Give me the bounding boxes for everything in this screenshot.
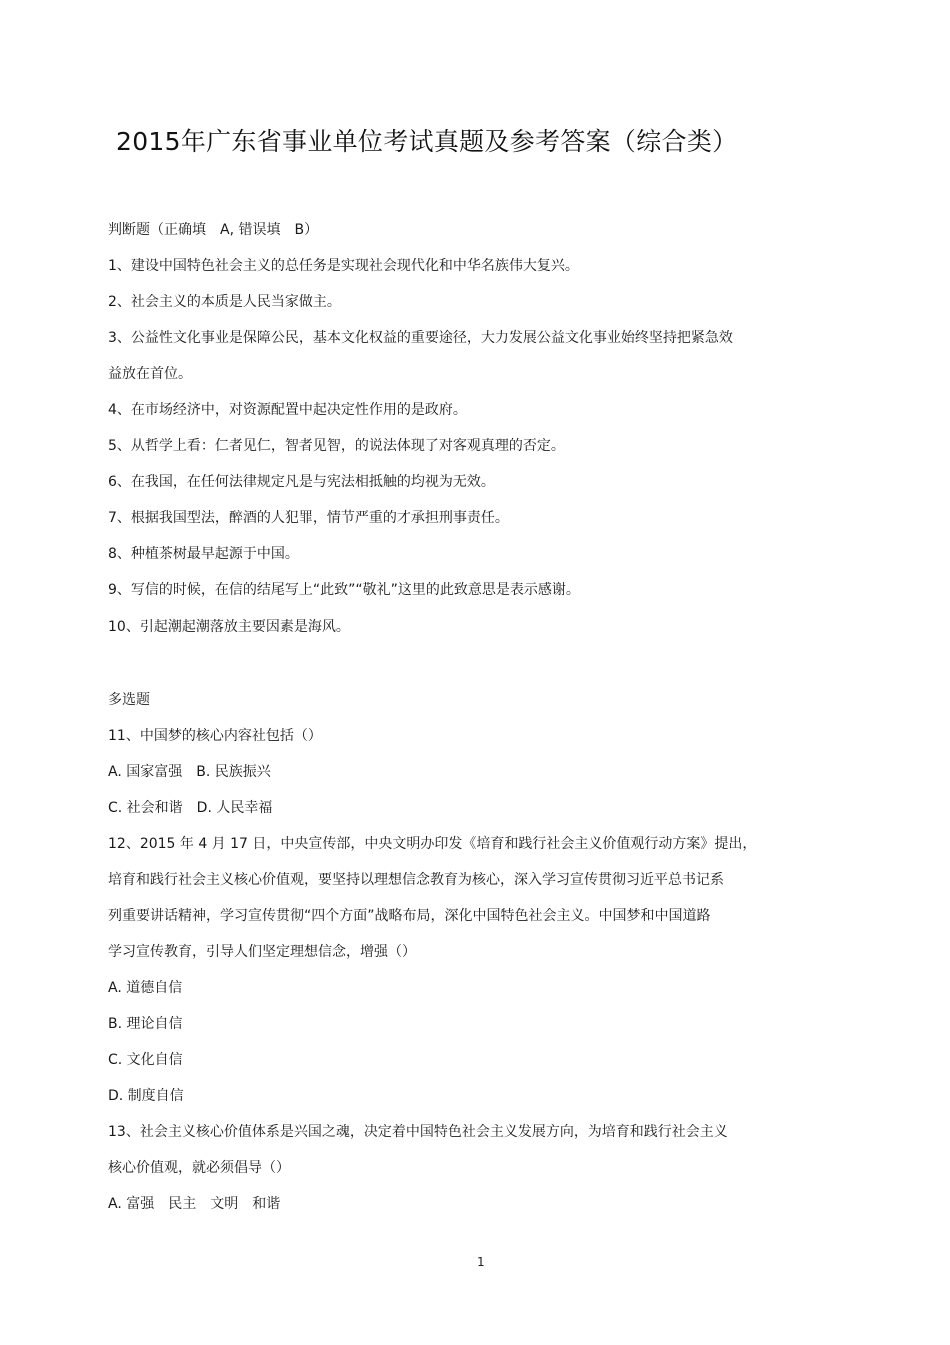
question-5: 5、从哲学上看：仁者见仁，智者见智，的说法体现了对客观真理的否定。 xyxy=(108,438,565,454)
question-8: 8、种植茶树最早起源于中国。 xyxy=(108,546,299,562)
document-title: 2015年广东省事业单位考试真题及参考答案（综合类） xyxy=(116,127,738,156)
question-11-options-cd: C. 社会和谐 D. 人民幸福 xyxy=(108,800,273,816)
question-4: 4、在市场经济中，对资源配置中起决定性作用的是政府。 xyxy=(108,402,467,418)
question-9: 9、写信的时候，在信的结尾写上“此致”“敬礼”这里的此致意思是表示感谢。 xyxy=(108,582,580,598)
question-1: 1、建设中国特色社会主义的总任务是实现社会现代化和中华名族伟大复兴。 xyxy=(108,258,579,274)
question-12-line-4: 学习宣传教育，引导人们坚定理想信念，增强（） xyxy=(108,944,416,960)
question-12-option-c: C. 文化自信 xyxy=(108,1052,183,1068)
question-13-line-2: 核心价值观，就必须倡导（） xyxy=(108,1160,290,1176)
multiple-choice-heading: 多选题 xyxy=(108,692,150,708)
question-13-line-1: 13、社会主义核心价值体系是兴国之魂，决定着中国特色社会主义发展方向，为培育和践行社会主义 xyxy=(108,1124,728,1140)
question-7: 7、根据我国型法，醉酒的人犯罪，情节严重的才承担刑事责任。 xyxy=(108,510,509,526)
question-3-line-2: 益放在首位。 xyxy=(108,366,192,382)
question-12-option-a: A. 道德自信 xyxy=(108,980,183,996)
question-12-option-b: B. 理论自信 xyxy=(108,1016,183,1032)
question-12-line-1: 12、2015 年 4 月 17 日，中央宣传部，中央文明办印发《培育和践行社会主义价值观行动方案》提出， xyxy=(108,836,757,852)
question-6: 6、在我国，在任何法律规定凡是与宪法相抵触的均视为无效。 xyxy=(108,474,495,490)
judgment-heading: 判断题（正确填 A, 错误填 B） xyxy=(108,222,319,238)
question-12-option-d: D. 制度自信 xyxy=(108,1088,184,1104)
question-10: 10、引起潮起潮落放主要因素是海风。 xyxy=(108,619,350,635)
question-12-line-2: 培育和践行社会主义核心价值观，要坚持以理想信念教育为核心，深入学习宣传贯彻习近平总书记系 xyxy=(108,872,724,888)
question-11-options-ab: A. 国家富强 B. 民族振兴 xyxy=(108,764,271,780)
question-13-option-a: A. 富强 民主 文明 和谐 xyxy=(108,1196,281,1212)
question-12-line-3: 列重要讲话精神，学习宣传贯彻“四个方面”战略布局，深化中国特色社会主义。中国梦和中国道路 xyxy=(108,908,711,924)
page-number: 1 xyxy=(477,1255,485,1269)
question-2: 2、社会主义的本质是人民当家做主。 xyxy=(108,294,341,310)
question-11: 11、中国梦的核心内容社包括（） xyxy=(108,728,322,744)
question-3-line-1: 3、公益性文化事业是保障公民，基本文化权益的重要途径，大力发展公益文化事业始终坚持把紧急效 xyxy=(108,330,733,346)
